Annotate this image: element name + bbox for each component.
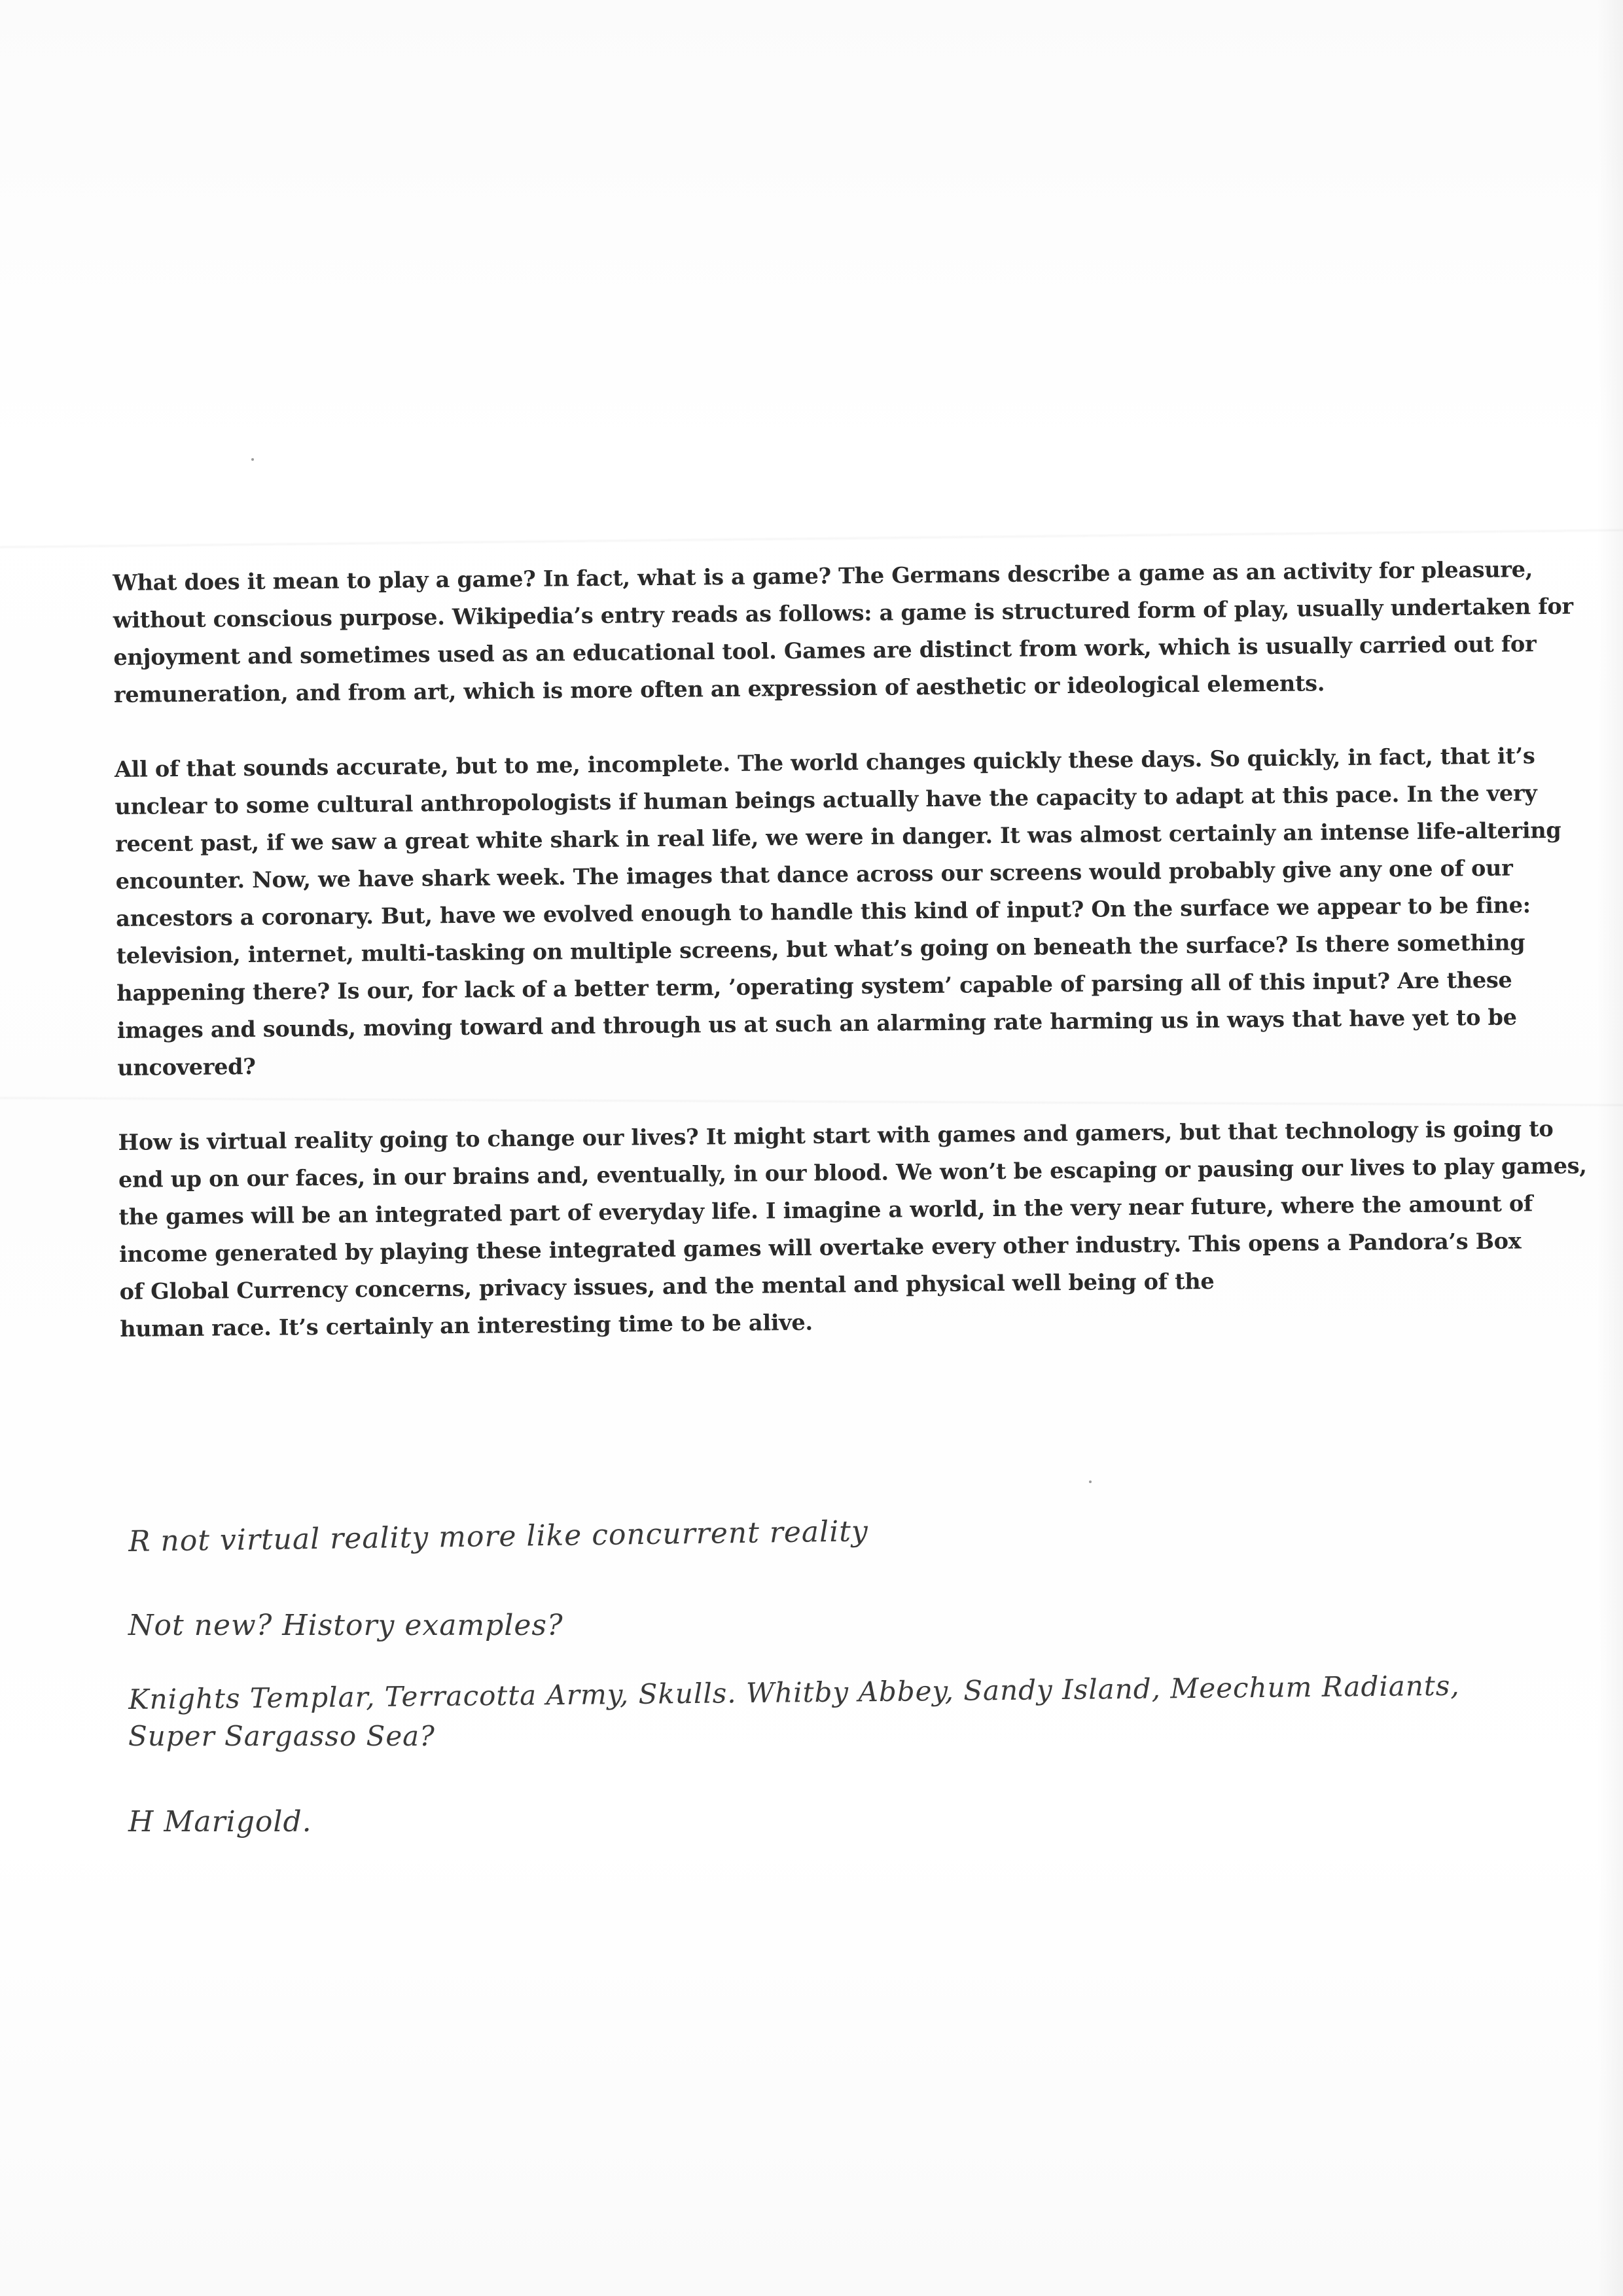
paragraph-1 [113,550,1573,713]
handwritten-signature-note: H Marigold. [128,1805,312,1839]
text-line: recent past, if we saw a great white shark in real life, we were in danger. It was almost certainly an intense life‐altering [115,817,1561,857]
text-line: happening there? Is our, for lack of a better term, ’operating system’ capable of parsing all of this input? Are these [116,967,1512,1006]
text-line: images and sounds, moving toward and through us at such an alarming rate harming us in ways that have yet to be [116,1004,1517,1043]
paper-speck [251,458,254,461]
handwritten-note: Not new? History examples? [128,1609,563,1642]
paper-edge-shadow [1597,0,1623,2296]
handwritten-note: R not virtual reality more like concurrent reality [128,1515,869,1558]
text-line: encounter. Now, we have shark week. The images that dance across our screens would probably give any one of our [115,855,1513,894]
text-line: television, internet, multi‐tasking on multiple screens, but what’s going on beneath the surface? Is there something [116,929,1525,969]
paragraph-2 [114,737,1561,1086]
text-line: unclear to some cultural anthropologists if human beings actually have the capacity to adapt at this pace. In the very [115,780,1537,819]
handwritten-note: Knights Templar, Terracotta Army, Skulls. Whitby Abbey, Sandy Island, Meechum Radiants, [128,1669,1460,1715]
paragraph-3 [118,1110,1587,1348]
text-line: What does it mean to play a game? In fact, what is a game? The Germans describe a game as an activity for pleasure, [113,556,1533,596]
text-line: enjoyment and sometimes used as an educational tool. Games are distinct from work, which is usually carried out for [113,631,1537,670]
text-line: How is virtual reality going to change our lives? It might start with games and gamers, but that technology is going to [118,1115,1554,1155]
text-line: human race. It’s certainly an interesting time to be alive. [120,1309,813,1342]
paper-fold-line [0,528,1623,549]
text-line: of Global Currency concerns, privacy issues, and the mental and physical well being of the [119,1268,1215,1304]
paper-speck [1089,1480,1092,1483]
handwritten-note: Super Sargasso Sea? [128,1720,435,1752]
text-line: remuneration, and from art, which is more often an expression of aesthetic or ideological elements. [113,670,1325,708]
text-line: ancestors a coronary. But, have we evolved enough to handle this kind of input? On the surface we appear to be fine: [116,892,1531,931]
text-line: end up on our faces, in our brains and, eventually, in our blood. We won’t be escaping or pausing our lives to play games, [118,1153,1587,1193]
text-line: All of that sounds accurate, but to me, incomplete. The world changes quickly these days. So quickly, in fact, that it’s [114,743,1535,782]
typed-text-body [113,550,1587,1385]
text-line: without conscious purpose. Wikipedia’s entry reads as follows: a game is structured form of play, usually undertaken for [113,593,1573,633]
text-line: the games will be an integrated part of everyday life. I imagine a world, in the very near future, where the amount of [118,1191,1533,1230]
text-line: uncovered? [117,1053,256,1081]
text-line: income generated by playing these integrated games will overtake every other industry. This opens a Pandora’s Box [118,1228,1522,1267]
